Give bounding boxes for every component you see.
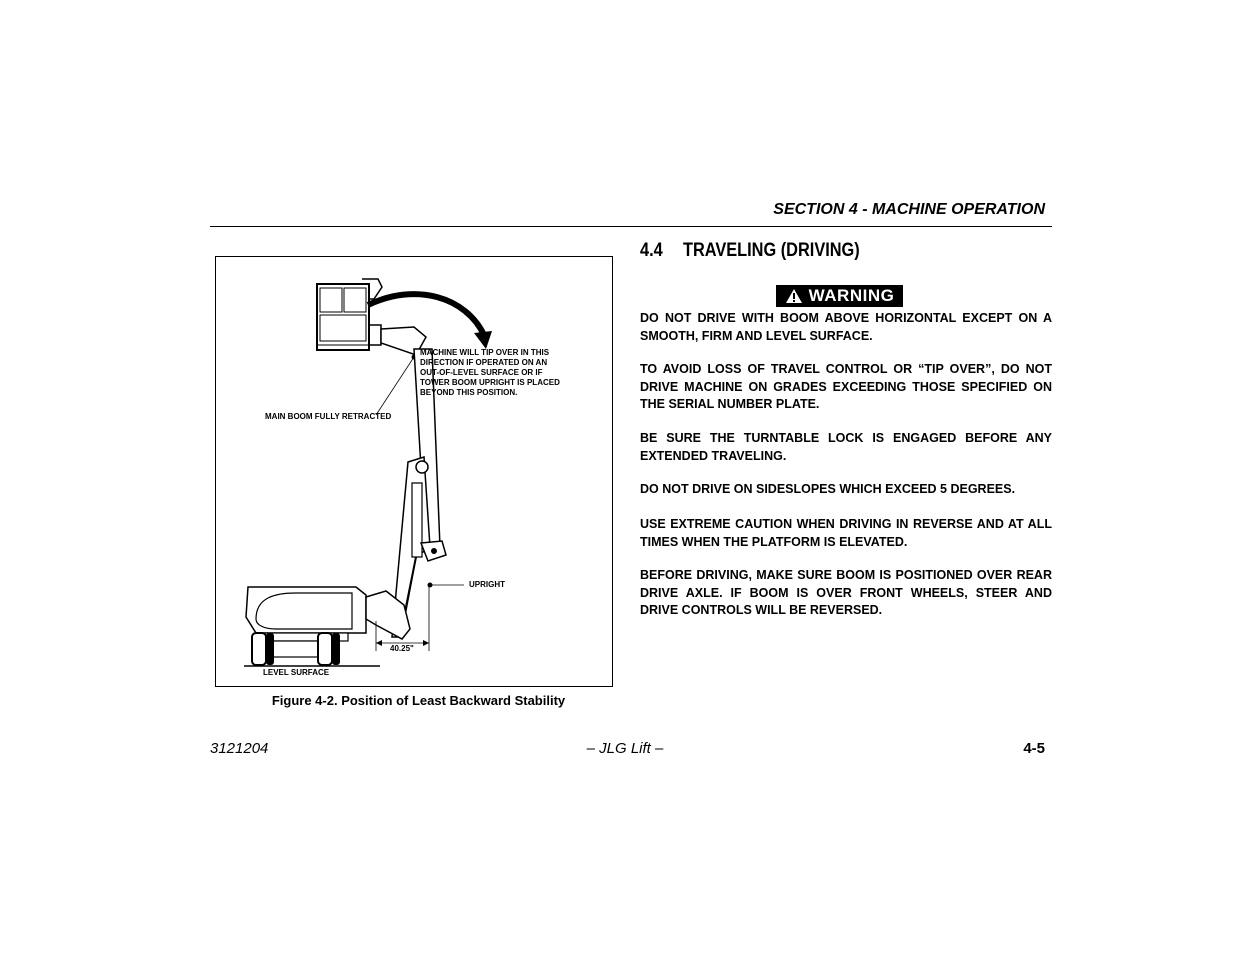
machine-illustration [216, 257, 614, 688]
warning-paragraph-5: USE EXTREME CAUTION WHEN DRIVING IN REVERSE AND AT ALL TIMES WHEN THE PLATFORM IS ELEVATED. [640, 517, 1052, 549]
figure-caption: Figure 4-2. Position of Least Backward Stability [271, 693, 566, 708]
warning-paragraph-3: BE SURE THE TURNTABLE LOCK IS ENGAGED BEFORE ANY EXTENDED TRAVELING. [640, 431, 1052, 463]
warning-label: WARNING [808, 286, 895, 305]
header-divider [210, 226, 1052, 227]
dimension-label: 40.25" [390, 644, 414, 653]
warning-triangle-icon [785, 288, 803, 304]
warning-paragraph-1: DO NOT DRIVE WITH BOOM ABOVE HORIZONTAL EXCEPT ON A SMOOTH, FIRM AND LEVEL SURFACE. [640, 311, 1052, 343]
level-surface-label: LEVEL SURFACE [263, 668, 330, 677]
upright-label: UPRIGHT [469, 580, 505, 589]
warning-paragraph-4: DO NOT DRIVE ON SIDESLOPES WHICH EXCEED 5 DEGREES. [640, 482, 1016, 496]
main-boom-label: MAIN BOOM FULLY RETRACTED [265, 412, 392, 421]
doc-number: 3121204 [210, 740, 269, 757]
footer-title: – JLG Lift – [586, 740, 664, 757]
section-heading [640, 240, 860, 262]
section-title: SECTION 4 - MACHINE OPERATION [773, 201, 1045, 218]
warning-paragraph-2: TO AVOID LOSS OF TRAVEL CONTROL OR “TIP OVER”, DO NOT DRIVE MACHINE ON GRADES EXCEEDING THOSE SPECIFIED ON THE SERIAL NUMBER PLATE. [640, 362, 1052, 411]
heading-number: 4.4 [640, 240, 663, 261]
heading-title: TRAVELING (DRIVING) [683, 240, 860, 261]
page-number: 4-5 [1023, 740, 1045, 757]
warning-badge [776, 285, 903, 307]
tip-over-note: MACHINE WILL TIP OVER IN THIS DIRECTION IF OPERATED ON AN OUT-OF-LEVEL SURFACE OR IF TOWER BOOM UPRIGHT IS PLACED BEYOND THIS POSITION. [420, 348, 560, 397]
warning-paragraph-6: BEFORE DRIVING, MAKE SURE BOOM IS POSITIONED OVER REAR DRIVE AXLE. IF BOOM IS OVER FRONT WHEELS, STEER AND DRIVE CONTROLS WILL BE REVERSED. [640, 568, 1052, 617]
figure-position-least-backward-stability [215, 256, 613, 687]
